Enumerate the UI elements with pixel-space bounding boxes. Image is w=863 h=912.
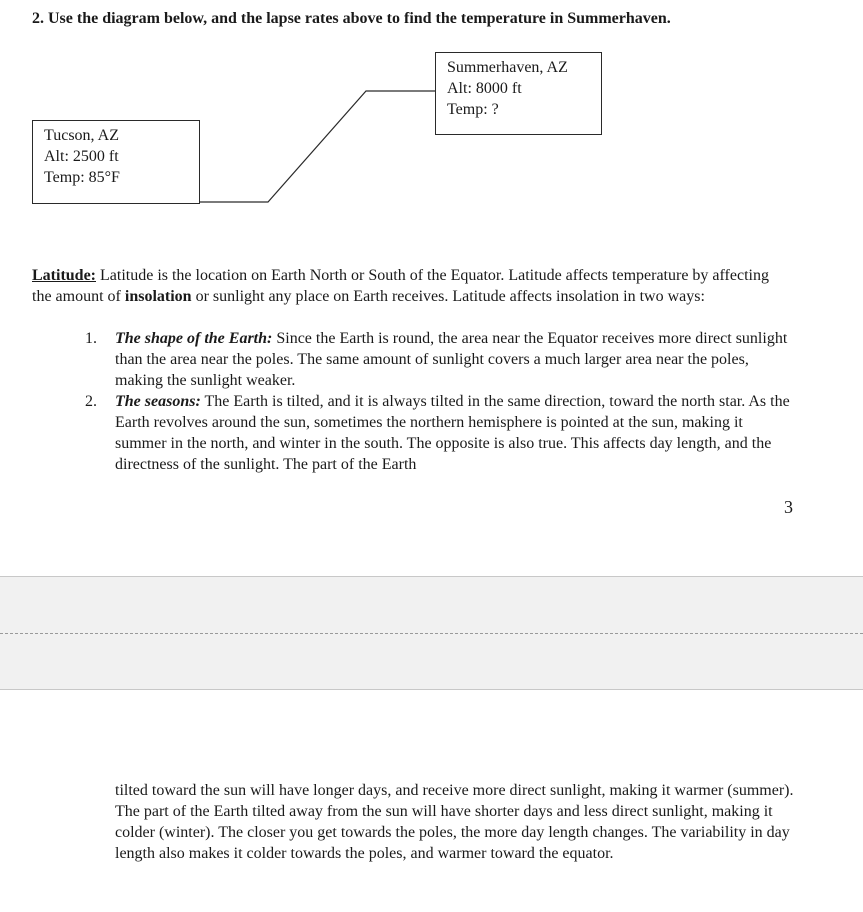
page-number: 3 (784, 497, 793, 517)
mountain-slope-line (200, 91, 435, 202)
list-item-text (115, 391, 795, 475)
tucson-name: Tucson, AZ (44, 127, 119, 144)
list-item-body: Since the Earth is round, the area near the Equator receives more direct sunlight than the area near the poles. The same amount of sunlight covers a much larger area near the poles, making the sunlight weaker. (115, 330, 788, 389)
question-heading: 2. Use the diagram below, and the lapse rates above to find the temperature in Summerhaven. (32, 10, 671, 27)
latitude-intro-b: or sunlight any place on Earth receives. Latitude affects insolation in two ways: (191, 288, 705, 305)
summerhaven-altitude: Alt: 8000 ft (447, 80, 522, 97)
latitude-paragraph (32, 265, 792, 307)
tucson-box (32, 120, 200, 204)
latitude-heading: Latitude: (32, 267, 96, 284)
list-item (85, 391, 795, 475)
list-item-title: The shape of the Earth: (115, 330, 273, 347)
latitude-intro-a: Latitude is the location on Earth North or South of the Equator. Latitude affects temperature by affecting the amount of (32, 267, 769, 305)
page-break-divider (0, 633, 863, 634)
list-item-title: The seasons: (115, 393, 201, 410)
continuation-paragraph: tilted toward the sun will have longer days, and receive more direct sunlight, making it warmer (summer). The part of the Earth tilted away from the sun will have shorter days and less direct sunlight, making it colder (winter). The closer you get towards the poles, the more day length changes. The variability in day length also makes it colder towards the poles, and warmer toward the equator. (115, 782, 794, 862)
summerhaven-name: Summerhaven, AZ (447, 59, 568, 76)
summerhaven-box (435, 52, 602, 135)
list-item (85, 328, 795, 391)
list-item-number: 2. (85, 393, 97, 410)
tucson-temperature: Temp: 85°F (44, 169, 120, 186)
list-item-body: The Earth is tilted, and it is always tilted in the same direction, toward the north star. As the Earth revolves around the sun, sometimes the northern hemisphere is pointed at the sun, making it summer in the north, and winter in the south. The opposite is also true. This affects day length, and the directness of the sunlight. The part of the Earth (115, 393, 790, 473)
page-break-gap (0, 576, 863, 690)
list-item-number: 1. (85, 330, 97, 347)
tucson-altitude: Alt: 2500 ft (44, 148, 119, 165)
insolation-term: insolation (124, 288, 192, 305)
summerhaven-temperature: Temp: ? (447, 101, 499, 118)
latitude-ways-list (85, 328, 795, 475)
list-item-text (115, 328, 795, 391)
